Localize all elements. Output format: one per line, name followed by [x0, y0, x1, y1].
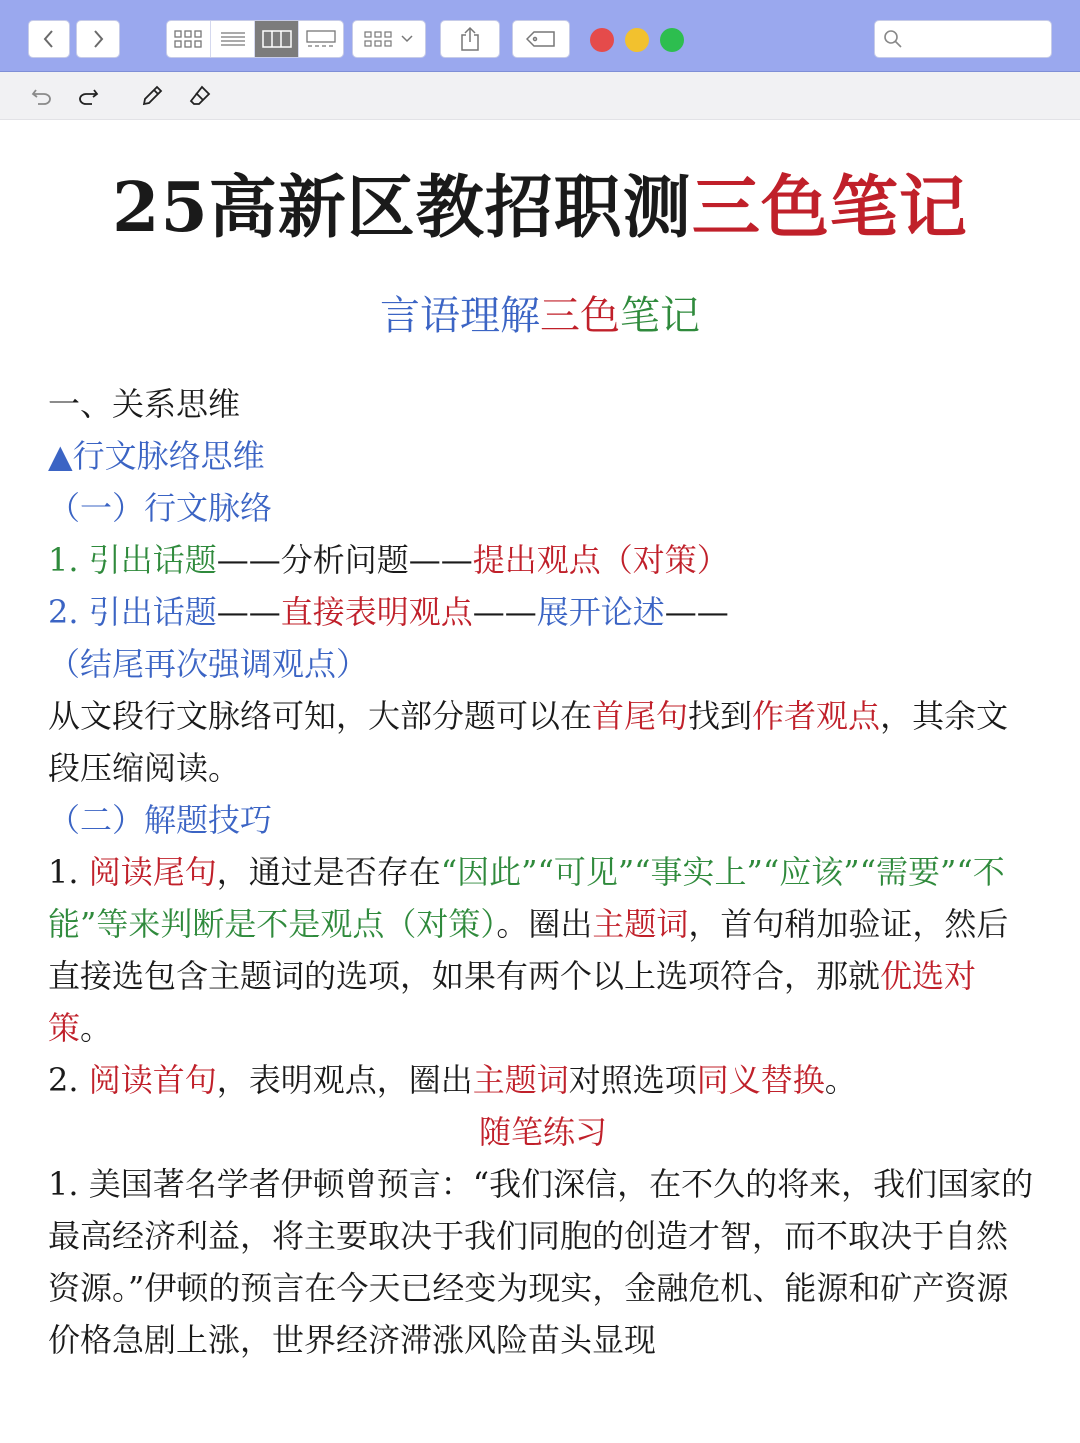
tip1-f: ，首句稍加验证，然后直接选包含主题词的选项，如果有两个以上选项符合，那就: [48, 905, 1009, 995]
tip2-b: ，表明观点，圈出: [216, 1061, 473, 1099]
title-main: 25高新区教招职测: [112, 168, 692, 248]
chevron-right-icon: [90, 29, 106, 49]
document-page: [0, 120, 1080, 1443]
note-line-1: [48, 534, 1038, 586]
line2-f: ——: [664, 593, 729, 631]
line1-b: ——分析问题——: [216, 541, 473, 579]
tip1-h: 。: [80, 1009, 113, 1047]
tip-1: [48, 846, 1038, 1054]
share-button[interactable]: [440, 20, 500, 58]
tip2-d: 对照选项: [568, 1061, 697, 1099]
tip2-num: 2.: [48, 1061, 89, 1099]
line2-g: （结尾再次强调观点）: [48, 645, 369, 683]
tip2-a: 阅读首句: [88, 1061, 217, 1099]
edit-toolbar: [0, 72, 1080, 120]
tag-icon: [526, 30, 556, 48]
section-subheading: ▲行文脉络思维: [48, 437, 265, 475]
line1-num: 1.: [48, 541, 89, 579]
tip1-g: 优选对策: [48, 957, 977, 1047]
subsection-heading-2: （二）解题技巧: [48, 801, 273, 839]
subtitle-part-1: 言语理解: [380, 293, 540, 339]
line2-a: 引出话题: [88, 593, 217, 631]
undo-button[interactable]: [28, 82, 56, 110]
red-dot[interactable]: [590, 28, 614, 52]
gallery-view-button[interactable]: [299, 21, 343, 57]
p1-b: 首尾句: [592, 697, 689, 735]
gallery-icon: [306, 30, 336, 48]
line1-c: 提出观点（对策）: [472, 541, 729, 579]
tip1-num: 1.: [48, 853, 89, 891]
undo-icon: [31, 86, 53, 106]
line2-d: ——: [472, 593, 537, 631]
green-dot[interactable]: [660, 28, 684, 52]
note-paragraph-1: [48, 690, 1038, 794]
page-subtitle: [0, 288, 1080, 344]
share-icon: [459, 26, 481, 52]
subtitle-part-2: 三色: [540, 293, 620, 339]
redo-button[interactable]: [74, 82, 102, 110]
icon-view-button[interactable]: [167, 21, 211, 57]
forward-button[interactable]: [76, 20, 120, 58]
view-mode-switcher: [166, 20, 344, 58]
grid-icon: [174, 30, 204, 48]
tip2-e: 同义替换: [696, 1061, 825, 1099]
p1-a: 从文段行文脉络可知，大部分题可以在: [48, 697, 593, 735]
note-line-2: [48, 586, 1038, 690]
columns-icon: [262, 30, 292, 48]
pen-button[interactable]: [138, 82, 166, 110]
p1-e: ，其余文段压缩阅读。: [48, 697, 1009, 787]
tip-2: [48, 1054, 1038, 1106]
line2-b: ——: [216, 593, 281, 631]
tip1-e: 主题词: [592, 905, 689, 943]
line2-e: 展开论述: [536, 593, 665, 631]
p1-d: 作者观点: [752, 697, 881, 735]
subsection-heading-1: （一）行文脉络: [48, 489, 273, 527]
tip1-c: “因此”“可见”“事实上”“应该”“需要”“不能”等来判断是不是观点（对策）: [48, 853, 1005, 943]
line1-a: 引出话题: [88, 541, 217, 579]
search-box[interactable]: [874, 20, 1052, 58]
redo-icon: [77, 86, 99, 106]
grid-small-icon: [364, 30, 394, 48]
p1-c: 找到: [688, 697, 753, 735]
list-icon: [220, 31, 246, 47]
tip1-d: 。圈出: [496, 905, 593, 943]
toolbar: [0, 0, 1080, 72]
practice-question-1: 1. 美国著名学者伊顿曾预言：“我们深信，在不久的将来，我们国家的最高经济利益，将主要取决于我们同胞的创造才智，而不取决于自然资源。”伊顿的预言在今天已经变为现实，金融危机、能源和矿产资源价格急剧上涨，世界经济滞涨风险苗头显现: [48, 1165, 1034, 1359]
chevron-down-icon: [400, 34, 414, 44]
line2-num: 2.: [48, 593, 89, 631]
group-dropdown-button[interactable]: [352, 20, 426, 58]
practice-title: 随笔练习: [478, 1113, 607, 1151]
tip2-c: 主题词: [472, 1061, 569, 1099]
yellow-dot[interactable]: [625, 28, 649, 52]
tip1-a: 阅读尾句: [88, 853, 217, 891]
notes-body: [48, 378, 1038, 1366]
back-button[interactable]: [28, 20, 70, 58]
page-title: [0, 168, 1080, 248]
search-icon: [883, 29, 903, 49]
tip2-f: 。: [824, 1061, 857, 1099]
list-view-button[interactable]: [211, 21, 255, 57]
subtitle-part-3: 笔记: [620, 293, 700, 339]
search-input[interactable]: [909, 25, 1039, 53]
line2-c: 直接表明观点: [280, 593, 473, 631]
tip1-b: ，通过是否存在: [216, 853, 441, 891]
section-heading: 一、关系思维: [48, 385, 241, 423]
tag-button[interactable]: [512, 20, 570, 58]
eraser-button[interactable]: [186, 82, 214, 110]
eraser-icon: [188, 84, 212, 108]
column-view-button[interactable]: [255, 21, 299, 57]
chevron-left-icon: [41, 29, 57, 49]
title-highlight: 三色笔记: [691, 168, 968, 248]
pencil-icon: [140, 84, 164, 108]
